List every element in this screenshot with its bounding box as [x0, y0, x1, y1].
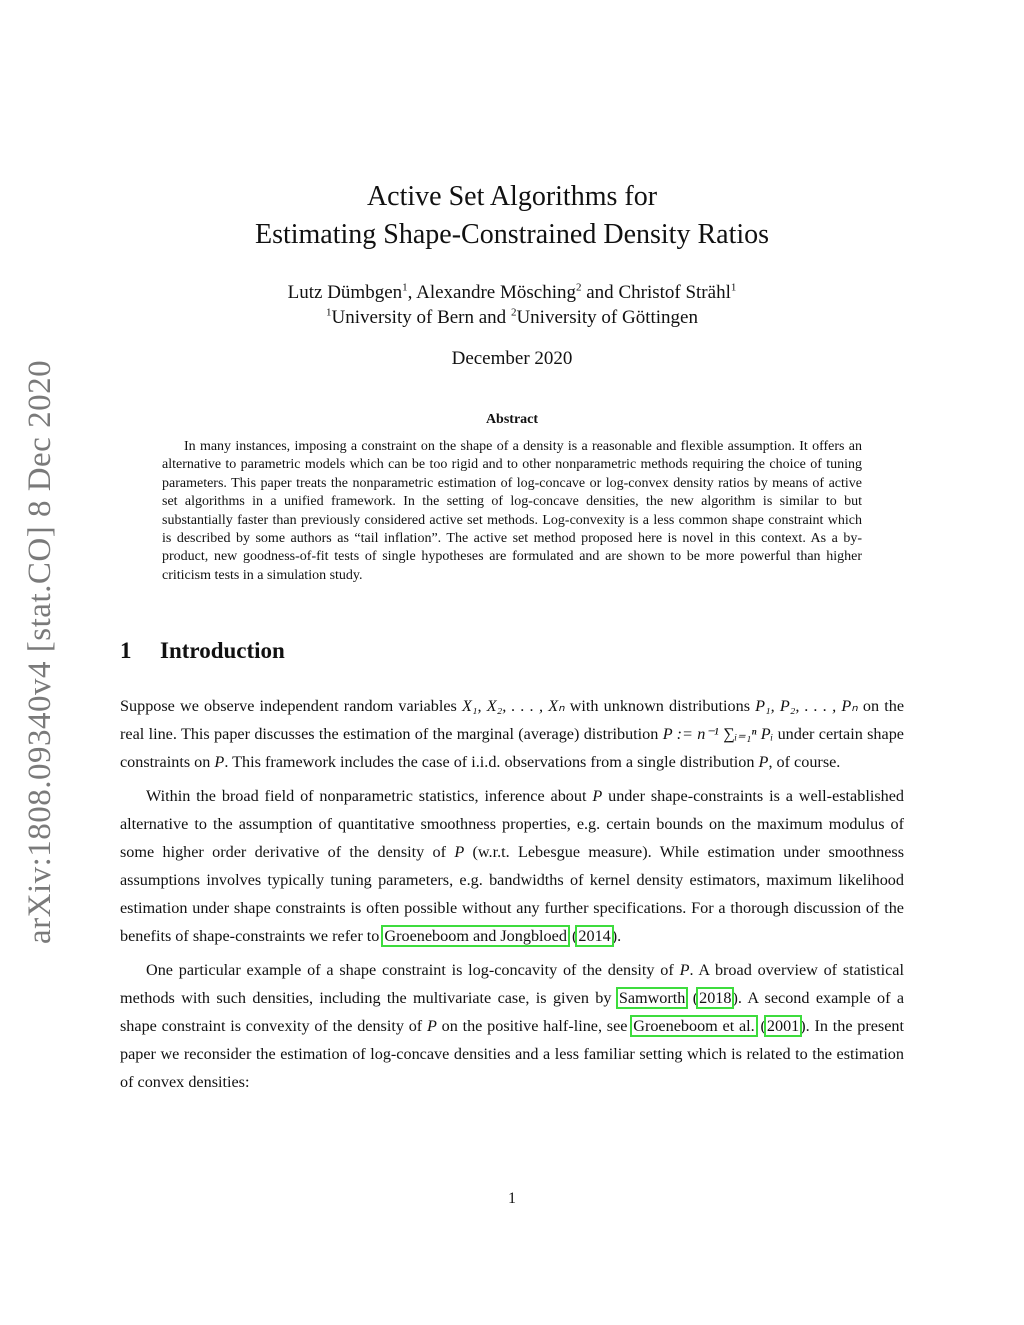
author-3: Christof Strähl [618, 282, 731, 303]
page-number: 1 [508, 1190, 516, 1207]
p2-text-a: Within the broad field of nonparametric statistics, inference about [146, 787, 593, 805]
p3-text-d: on the positive half-line, see [436, 1017, 633, 1035]
author-sep-1: , [407, 282, 417, 303]
affiliations [0, 305, 1024, 330]
p1-text-b: with unknown distributions [564, 697, 756, 715]
p1-text-c: on the real line. This paper discusses the estimation of the marginal (average) distribution [120, 697, 905, 743]
p3-text-b: . A broad overview of statistical methods with such densities, including the multivariate case, is given by [120, 961, 904, 1007]
paper-title [0, 178, 1024, 254]
affil-2: University of Göttingen [516, 307, 698, 328]
citation-year-link-2001[interactable]: 2001 [766, 1017, 800, 1035]
author-2-affil: 2 [576, 281, 582, 294]
math-p-4: P [454, 843, 465, 861]
abstract-heading: Abstract [485, 412, 539, 427]
authors-block [0, 280, 1024, 330]
citation-link-groeneboom-et-al[interactable]: Groeneboom et al. [633, 1017, 755, 1035]
citation-year-link-2014[interactable]: 2014 [578, 927, 611, 945]
paragraph-2: Within the broad field of nonparametric statistics, inference about P under shape-constraints is a well-established alternative to the assumption of quantitative smoothness properties, e.g. certain bounds on the maximum modulus of some higher order derivative of the density of P (w.r.t. Lebesgue measure). While estimation under smoothness assumptions involves typically tuning parameters, e.g. bandwidths of kernel density estimators, maximum likelihood estimation under shape constraints is often possible without any further specifications. For a thorough discussion of the benefits of shape-constraints we refer to Groeneboom and Jongbloed (2014). [120, 787, 904, 945]
citation-link-groeneboom-jongbloed[interactable]: Groeneboom and Jongbloed [384, 927, 567, 945]
p2-text-d: ). [611, 927, 622, 945]
p3-text-c: ). A second example of a shape constraint is convexity of the density of [120, 989, 905, 1035]
math-x-seq: X₁, X₂, . . . , Xₙ [461, 697, 565, 715]
paper-date: December 2020 [451, 348, 573, 369]
paragraph-1 [120, 692, 904, 776]
p3-text-e: ). In the present paper we reconsider the estimation of log-concave densities and a less familiar setting which is related to the estimation of convex densities: [120, 1017, 905, 1091]
title-line-1: Active Set Algorithms for [366, 181, 658, 212]
p1-text-e: . This framework includes the case of i.i.d. observations from a single distribution [224, 753, 759, 771]
p2-text-b: under shape-constraints is a well-established alternative to the assumption of quantitative smoothness properties, e.g. certain bounds on the maximum modulus of some higher order derivative of the density of [120, 787, 904, 861]
affil-1-mark: 1 [326, 306, 332, 319]
author-1-affil: 1 [402, 281, 408, 294]
title-line-2: Estimating Shape-Constrained Density Ratios [254, 219, 770, 250]
paragraph-3: One particular example of a shape constraint is log-concavity of the density of P. A broad overview of statistical methods with such densities, including the multivariate case, is given by Samworth (2018). A second example of a shape constraint is convexity of the density of P on the positive half-line, see Groeneboom et al. (2001). In the present paper we reconsider the estimation of log-concave densities and a less familiar setting which is related to the estimation of convex densities: [120, 961, 905, 1091]
citation-year-link-2018[interactable]: 2018 [699, 989, 732, 1007]
section-heading [120, 638, 285, 664]
abstract-text: In many instances, imposing a constraint on the shape of a density is a reasonable and flexible assumption. It offers an alternative to parametric models which can be too rigid and to other nonparametric methods requiring the choice of tuning parameters. This paper treats the nonparametric estimation of log-concave or log-convex density ratios by means of active set algorithms in a unified framework. In the setting of log-concave densities, the new algorithm is similar to but substantially faster than previously considered active set methods. Log-convexity is a less common shape constraint which is described by some authors as “tail inflation”. The active set method proposed here is novel in this context. As a by-product, new goodness-of-fit tests of single hypotheses are formulated and are shown to be more powerful than higher criticism tests in a simulation study. [162, 439, 862, 583]
math-p-def: P := n⁻¹ ∑ᵢ₌₁ⁿ Pᵢ [662, 725, 774, 743]
main-text [120, 692, 904, 1102]
author-1: Lutz Dümbgen [287, 282, 403, 303]
math-p-1: P [214, 753, 225, 771]
abstract-body [162, 438, 862, 585]
p1-text-d: under certain shape constraints on [120, 725, 904, 771]
section-title: Introduction [160, 638, 285, 663]
arxiv-identifier: arXiv:1808.09340v4 [stat.CO] 8 Dec 2020 [22, 359, 58, 944]
citation-link-samworth[interactable]: Samworth [618, 989, 686, 1007]
p1-text-a: Suppose we observe independent random variables [120, 697, 462, 715]
author-3-affil: 1 [730, 281, 737, 294]
p2-text-c: (w.r.t. Lebesgue measure). While estimation under smoothness assumptions involves typically tuning parameters, e.g. bandwidths of kernel density estimators, maximum likelihood estimation under shape constraints is often possible without any further specifications. For a thorough discussion of the benefits of shape-constraints we refer to [120, 843, 904, 945]
math-p-seq: P₁, P₂, . . . , Pₙ [755, 697, 858, 715]
math-p-6: P [426, 1017, 437, 1035]
affil-1: University of Bern and [331, 307, 511, 328]
math-p-2: P [758, 753, 769, 771]
author-2: Alexandre Mösching [416, 282, 576, 303]
p3-text-a: One particular example of a shape constraint is log-concavity of the density of [146, 961, 680, 979]
p1-text-f: , of course. [768, 753, 841, 771]
math-p-3: P [592, 787, 603, 805]
author-list [0, 280, 1024, 305]
section-number: 1 [120, 638, 132, 663]
math-p-5: P [679, 961, 690, 979]
author-sep-2: and [581, 282, 619, 303]
affil-2-mark: 2 [510, 306, 517, 319]
